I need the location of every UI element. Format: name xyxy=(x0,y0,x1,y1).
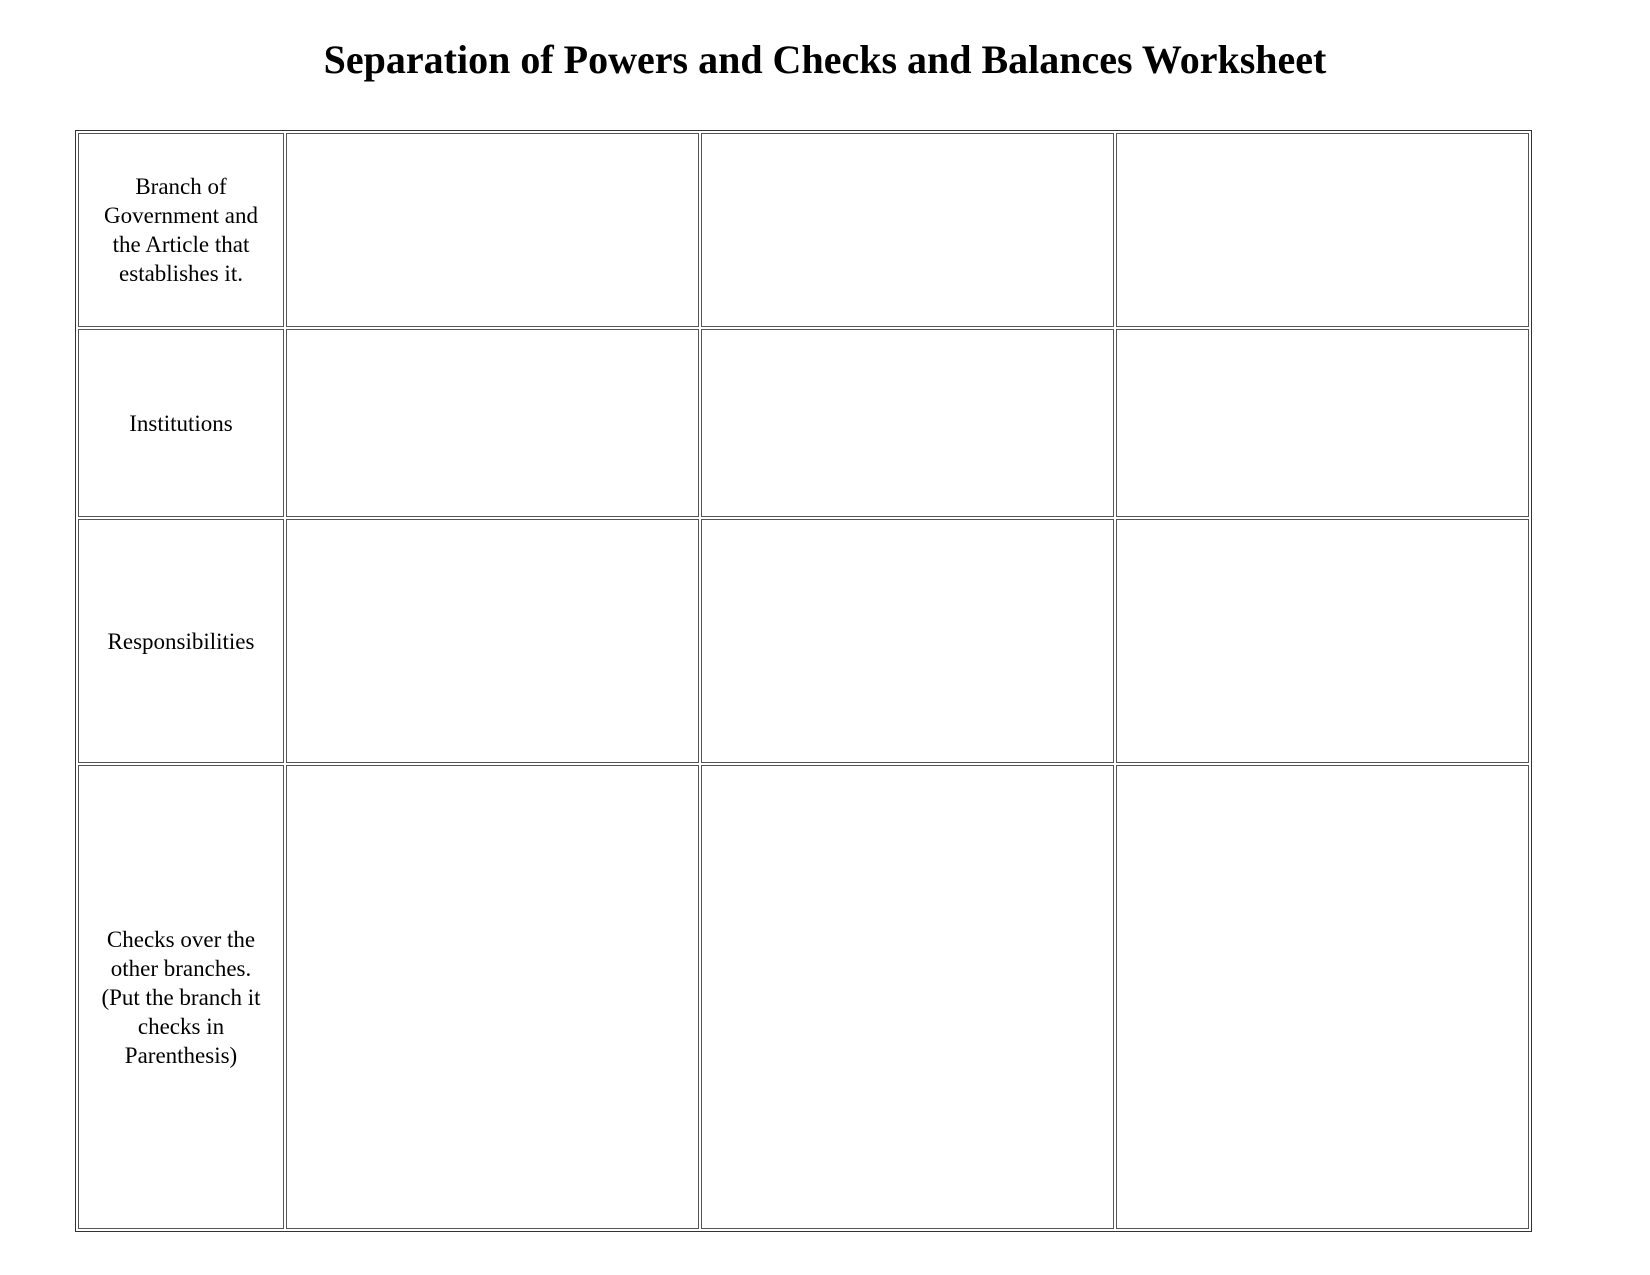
table-row-responsibilities xyxy=(78,519,1529,763)
answer-cell xyxy=(286,519,699,763)
table-row-institutions xyxy=(78,329,1529,517)
page-title: Separation of Powers and Checks and Balances Worksheet xyxy=(323,37,1327,82)
answer-cell xyxy=(1116,329,1529,517)
answer-cell xyxy=(286,329,699,517)
row-label-cell xyxy=(78,765,284,1229)
worksheet-table xyxy=(75,130,1532,1232)
answer-cell xyxy=(701,329,1114,517)
answer-cell xyxy=(1116,519,1529,763)
answer-cell xyxy=(286,133,699,327)
row-label-cell xyxy=(78,329,284,517)
answer-cell xyxy=(286,765,699,1229)
row-label-cell xyxy=(78,519,284,763)
table-row-branch xyxy=(78,133,1529,327)
row-label-institutions: Institutions xyxy=(129,410,233,436)
table-row-checks xyxy=(78,765,1529,1229)
row-label-branch: Branch of Government and the Article that establishes it. xyxy=(104,174,258,286)
answer-cell xyxy=(1116,765,1529,1229)
answer-cell xyxy=(701,519,1114,763)
row-label-cell xyxy=(78,133,284,327)
answer-cell xyxy=(701,133,1114,327)
answer-cell xyxy=(1116,133,1529,327)
row-label-responsibilities: Responsibilities xyxy=(107,628,255,654)
answer-cell xyxy=(701,765,1114,1229)
row-label-checks: Checks over the other branches. (Put the branch it checks in Parenthesis) xyxy=(101,926,261,1068)
